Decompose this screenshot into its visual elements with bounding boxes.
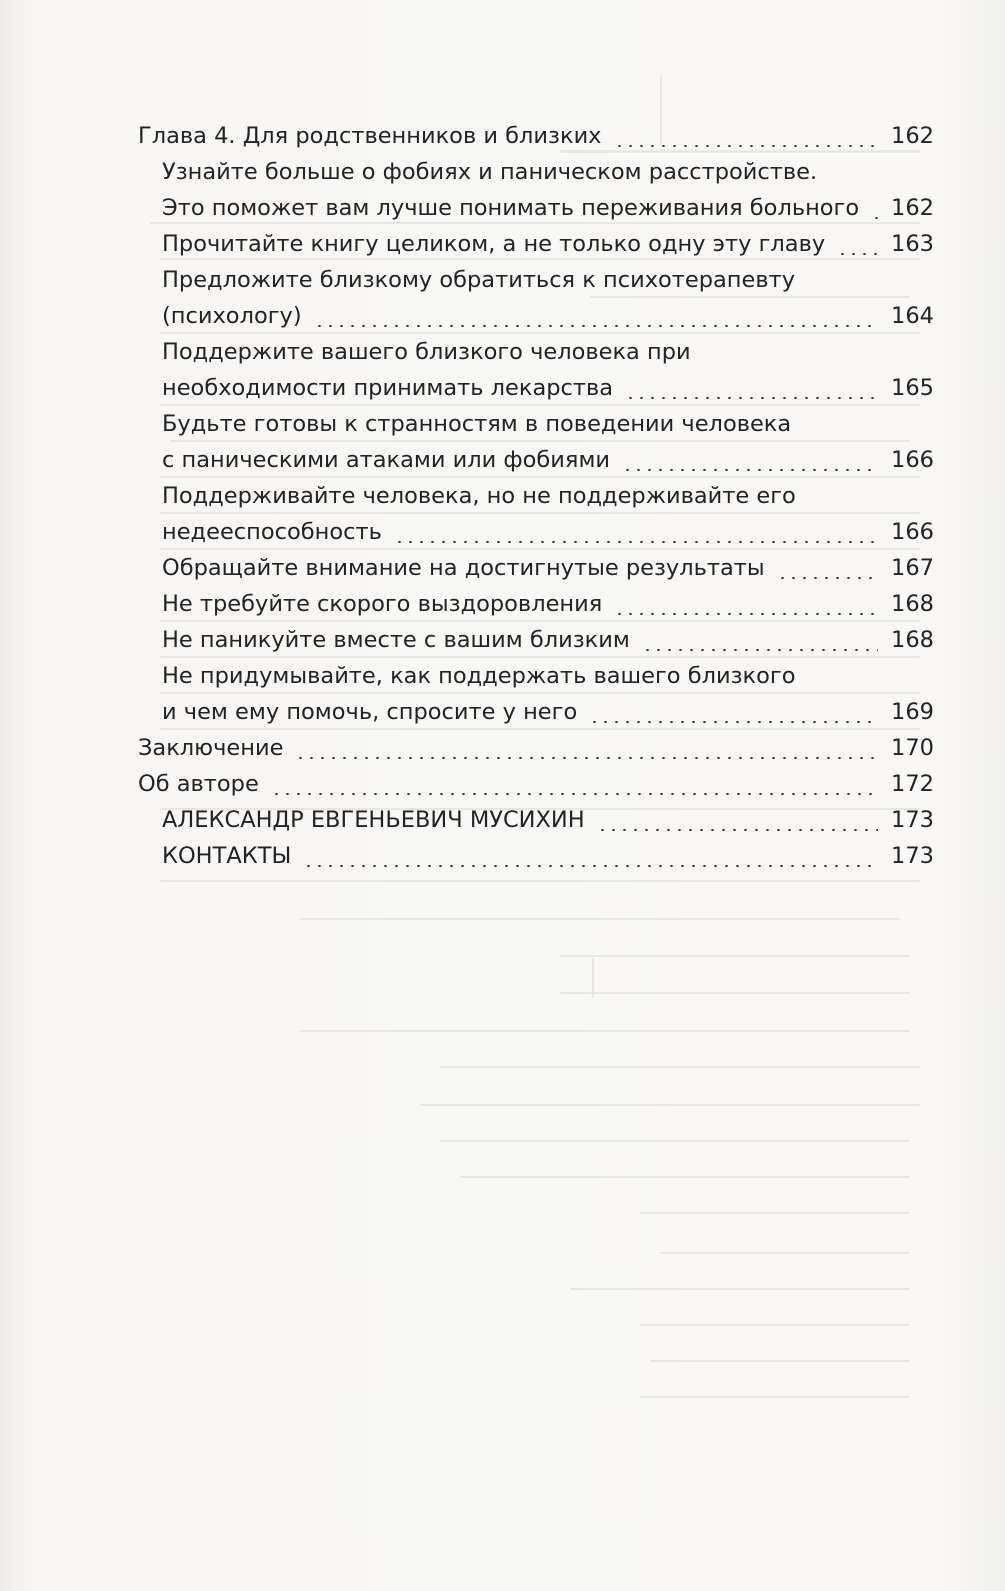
toc-entry-title: Глава 4. Для родственников и близких [138, 123, 602, 149]
toc-entry-title: Не требуйте скорого выздоровления [162, 591, 603, 617]
toc-entry-title: Не придумывайте, как поддержать вашего близкого [162, 663, 796, 689]
toc-entry-line [138, 118, 934, 154]
toc-section-entry [138, 622, 934, 658]
toc-entry-title: Будьте готовы к странностям в поведении человека [162, 411, 792, 437]
toc-entry-line [162, 838, 934, 874]
toc-entry-title: Прочитайте книгу целиком, а не только одну эту главу [162, 231, 826, 257]
toc-chapter-entry [138, 766, 934, 802]
toc-entry-title: с паническими атаками или фобиями [162, 447, 611, 473]
toc-page-number: 173 [891, 843, 934, 869]
toc-section-entry [138, 658, 934, 730]
toc-page-number: 163 [891, 231, 934, 257]
toc-page-number: 172 [891, 771, 934, 797]
toc-section-entry [138, 262, 934, 334]
toc-entry-line [162, 550, 934, 586]
toc-entry-title: недееспособность [162, 519, 382, 545]
toc-page-number: 170 [891, 735, 934, 761]
dot-leader [622, 469, 878, 471]
toc-section-entry [138, 226, 934, 262]
toc-entry-title: (психологу) [162, 303, 302, 329]
toc-entry-title: Об авторе [138, 771, 259, 797]
toc-entry-title: и чем ему помочь, спросите у него [162, 699, 578, 725]
toc-entry-line [138, 730, 934, 766]
toc-entry-title: Это поможет вам лучше понимать переживания больного [162, 195, 860, 221]
toc-page-number: 167 [891, 555, 934, 581]
dot-leader [642, 649, 878, 651]
dot-leader [589, 721, 878, 723]
toc-page-number: 162 [891, 195, 934, 221]
table-of-contents [138, 118, 934, 874]
toc-page-number: 168 [891, 591, 934, 617]
dot-leader [614, 613, 878, 615]
toc-entry-line [162, 298, 934, 334]
toc-entry-line [162, 442, 934, 478]
toc-entry-line [162, 154, 934, 190]
toc-entry-title: Поддерживайте человека, но не поддерживайте его [162, 483, 796, 509]
toc-entry-title: Обращайте внимание на достигнутые результаты [162, 555, 765, 581]
toc-entry-line [138, 766, 934, 802]
toc-section-entry [138, 586, 934, 622]
toc-entry-title: Не паникуйте вместе с вашим близким [162, 627, 630, 653]
toc-entry-title: Узнайте больше о фобиях и паническом расстройстве. [162, 159, 818, 185]
toc-page-number: 162 [891, 123, 934, 149]
dot-leader [777, 577, 878, 579]
toc-section-entry [138, 154, 934, 226]
toc-page-number: 165 [891, 375, 934, 401]
dot-leader [303, 865, 878, 867]
toc-page-number: 173 [891, 807, 934, 833]
toc-entry-line [162, 190, 934, 226]
toc-section-entry [138, 334, 934, 406]
toc-entry-line [162, 694, 934, 730]
toc-entry-line [162, 478, 934, 514]
toc-entry-line [162, 262, 934, 298]
toc-entry-line [162, 370, 934, 406]
dot-leader [295, 757, 878, 759]
toc-entry-title: Предложите близкому обратиться к психотерапевту [162, 267, 796, 293]
dot-leader [625, 397, 878, 399]
toc-page-number: 169 [891, 699, 934, 725]
toc-entry-line [162, 802, 934, 838]
toc-chapter-entry [138, 118, 934, 154]
toc-section-entry [138, 550, 934, 586]
dot-leader [871, 217, 878, 219]
dot-leader [314, 325, 878, 327]
toc-page-number: 164 [891, 303, 934, 329]
toc-entry-line [162, 658, 934, 694]
toc-section-entry [138, 406, 934, 478]
toc-section-entry [138, 838, 934, 874]
toc-page-number: 168 [891, 627, 934, 653]
toc-section-entry [138, 478, 934, 550]
toc-chapter-entry [138, 730, 934, 766]
toc-entry-title: Поддержите вашего близкого человека при [162, 339, 691, 365]
toc-entry-line [162, 406, 934, 442]
dot-leader [837, 253, 878, 255]
toc-page-number: 166 [891, 519, 934, 545]
toc-entry-title: необходимости принимать лекарства [162, 375, 614, 401]
toc-section-entry [138, 802, 934, 838]
toc-page-number: 166 [891, 447, 934, 473]
toc-entry-line [162, 586, 934, 622]
toc-entry-title: АЛЕКСАНДР ЕВГЕНЬЕВИЧ МУСИХИН [162, 807, 585, 833]
toc-entry-line [162, 622, 934, 658]
toc-entry-line [162, 226, 934, 262]
dot-leader [394, 541, 878, 543]
dot-leader [614, 145, 878, 147]
dot-leader [271, 793, 878, 795]
toc-entry-line [162, 514, 934, 550]
toc-entry-title: КОНТАКТЫ [162, 843, 292, 869]
toc-entry-title: Заключение [138, 735, 284, 761]
dot-leader [597, 829, 878, 831]
toc-entry-line [162, 334, 934, 370]
